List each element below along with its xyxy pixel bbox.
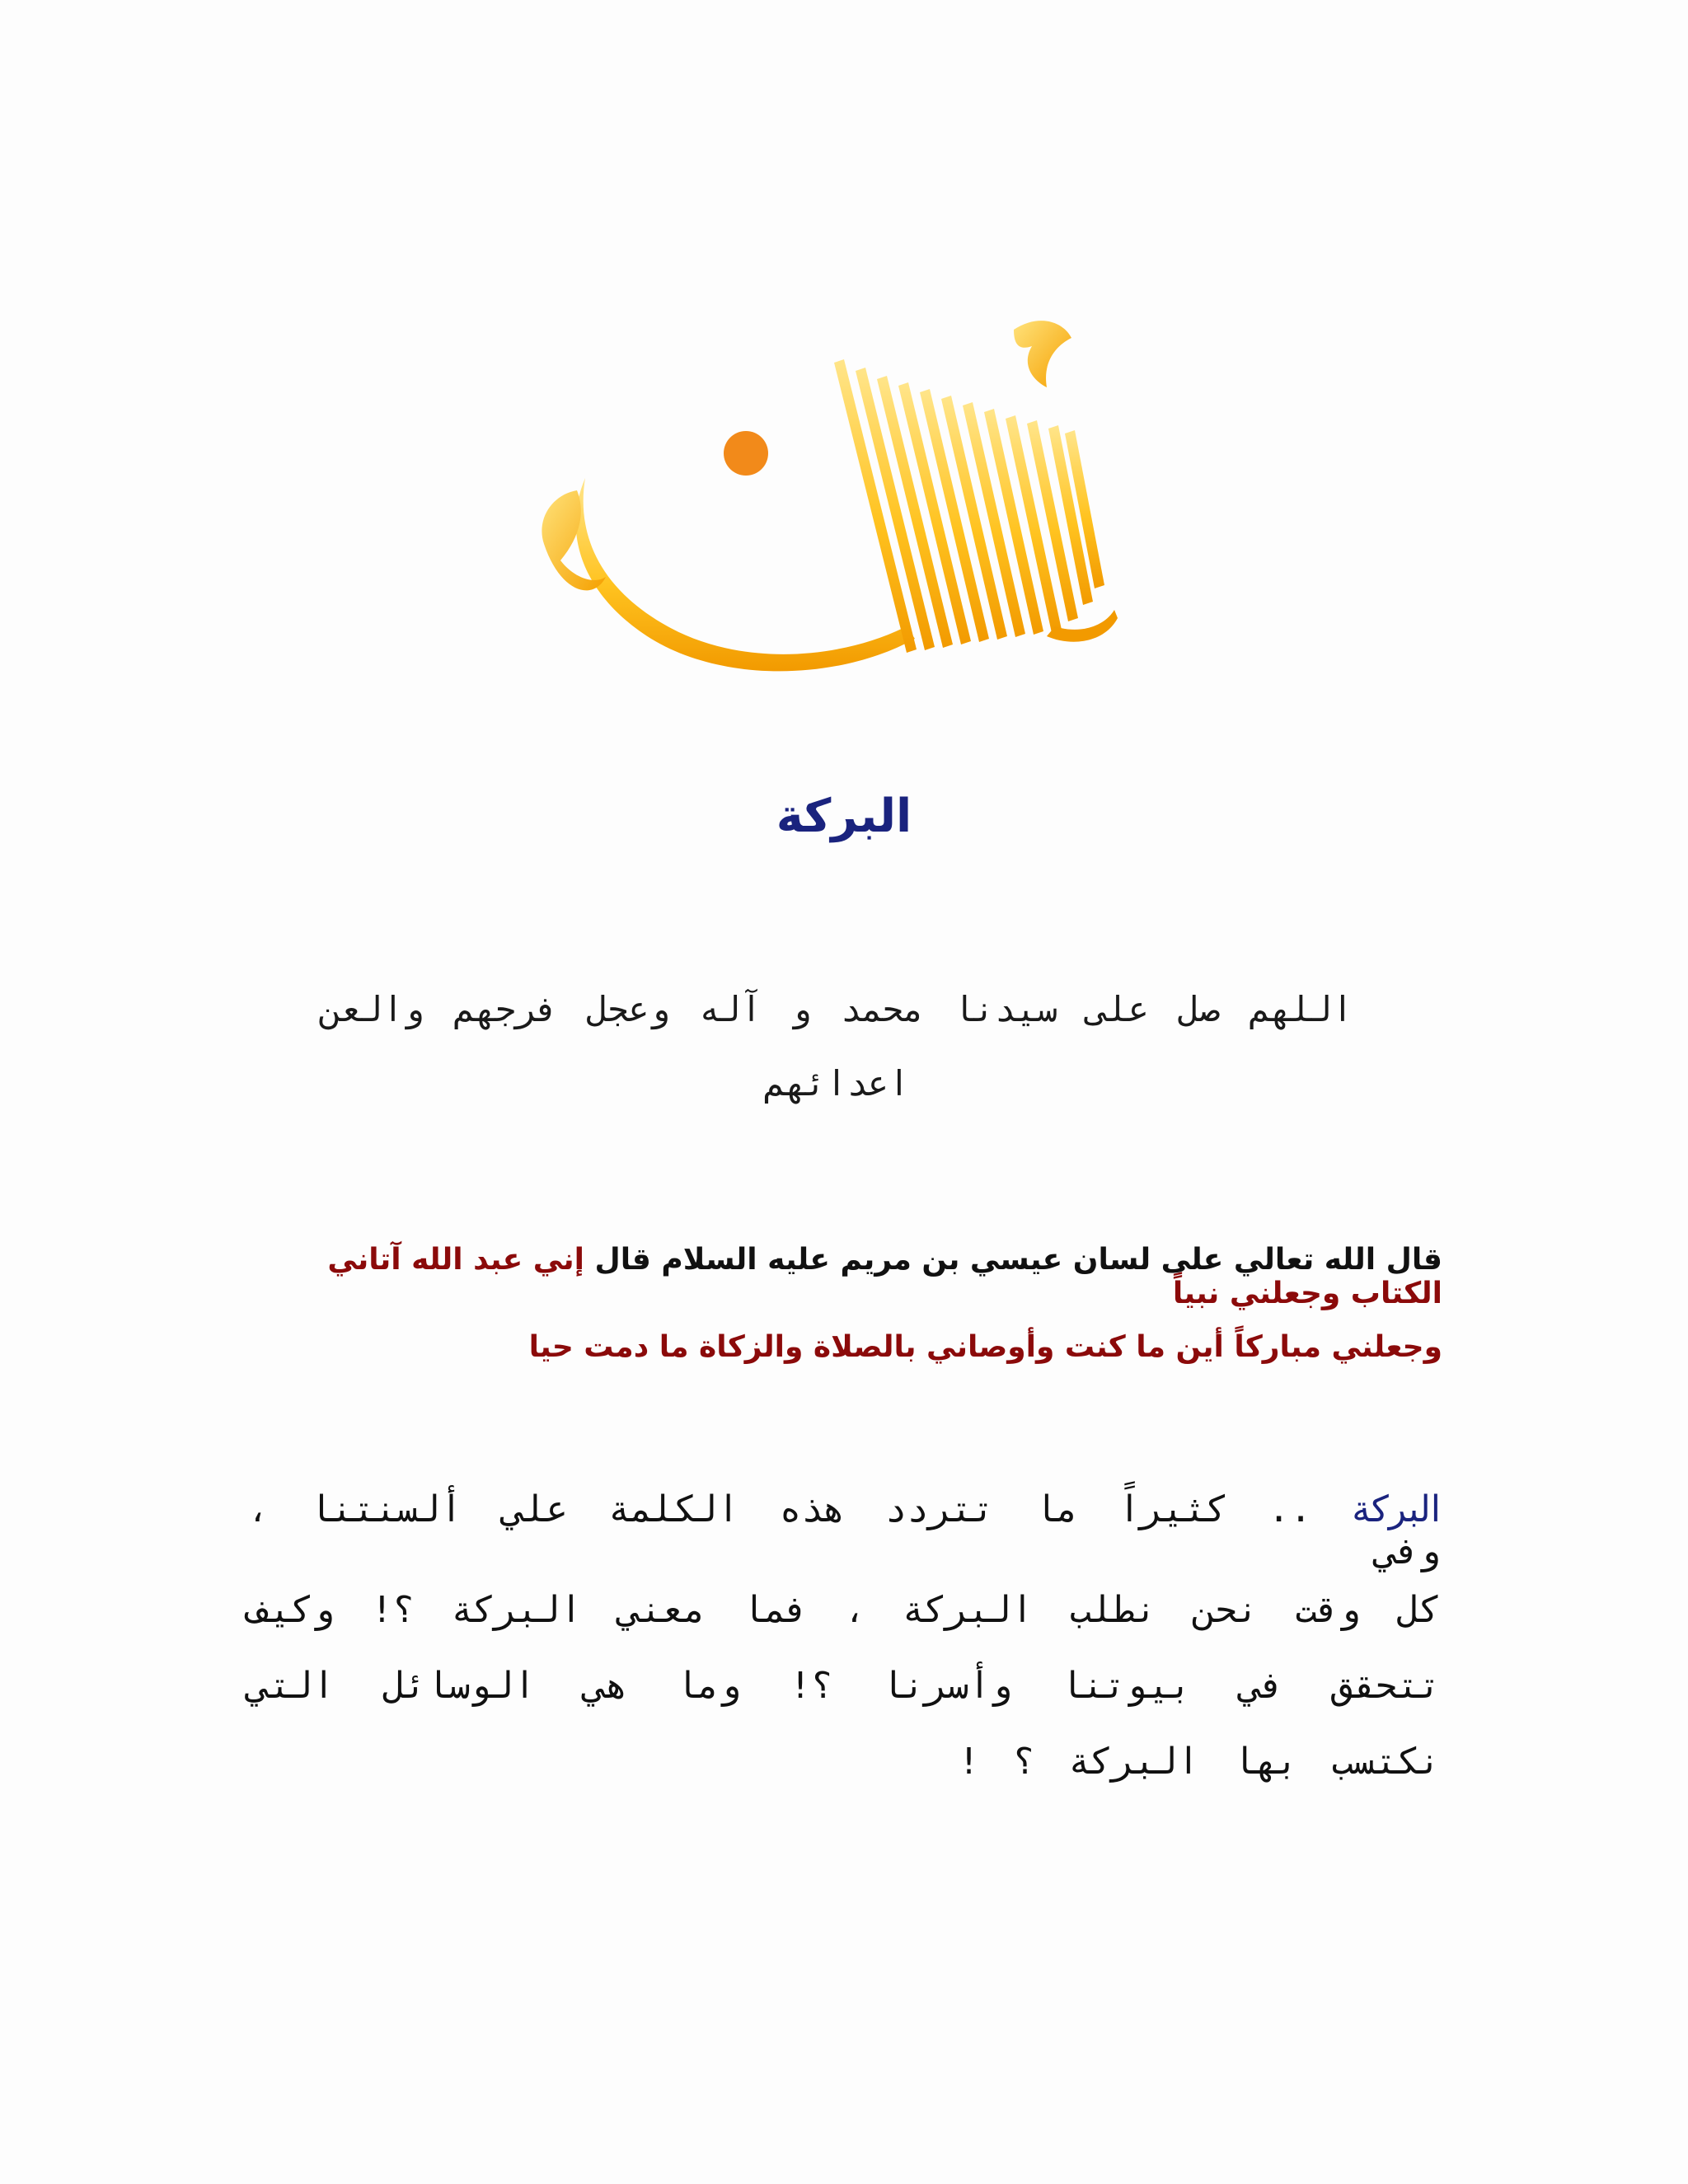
basmala-calligraphy-icon [528, 313, 1121, 676]
paragraph-body: كل وقت نحن نطلب البركة ، فما معني البركة ؟! وكيف تتحقق في بيوتنا وأسرنا ؟! وما هي الوسائل التي نكتسب بها البركة ؟ ! [247, 1589, 1441, 1783]
calligraphy-top [1014, 321, 1071, 387]
paragraph-line-1-rest: .. كثيراً ما تتردد هذه الكلمة علي ألسنتنا ، وفي [247, 1488, 1441, 1572]
verse-quote-2: وجعلني مباركاً أين ما كنت وأوصاني بالصلاة والزكاة ما دمت حيا [528, 1330, 1442, 1364]
calligraphy-strokes [834, 359, 1104, 653]
verse-intro: قال الله تعالي على لسان عيسي بن مريم عليه السلام قال [584, 1243, 1442, 1277]
quran-verse-line-1 [247, 1243, 1442, 1310]
quran-verse-line-2 [247, 1330, 1442, 1364]
salawat-text: اللهم صل على سيدنا محمد و آله وعجل فرجهم والعن اعدائهم [320, 989, 1353, 1104]
page-title: البركة [776, 790, 912, 843]
calligraphy-dot [724, 431, 768, 476]
paragraph-keyword: البركة [1352, 1488, 1441, 1530]
verse-quote-1: إني عبد الله آتاني الكتاب وجعلني نبياً [327, 1243, 1442, 1310]
paragraph-line-1 [247, 1488, 1441, 1572]
calligraphy-sweep [576, 478, 915, 671]
